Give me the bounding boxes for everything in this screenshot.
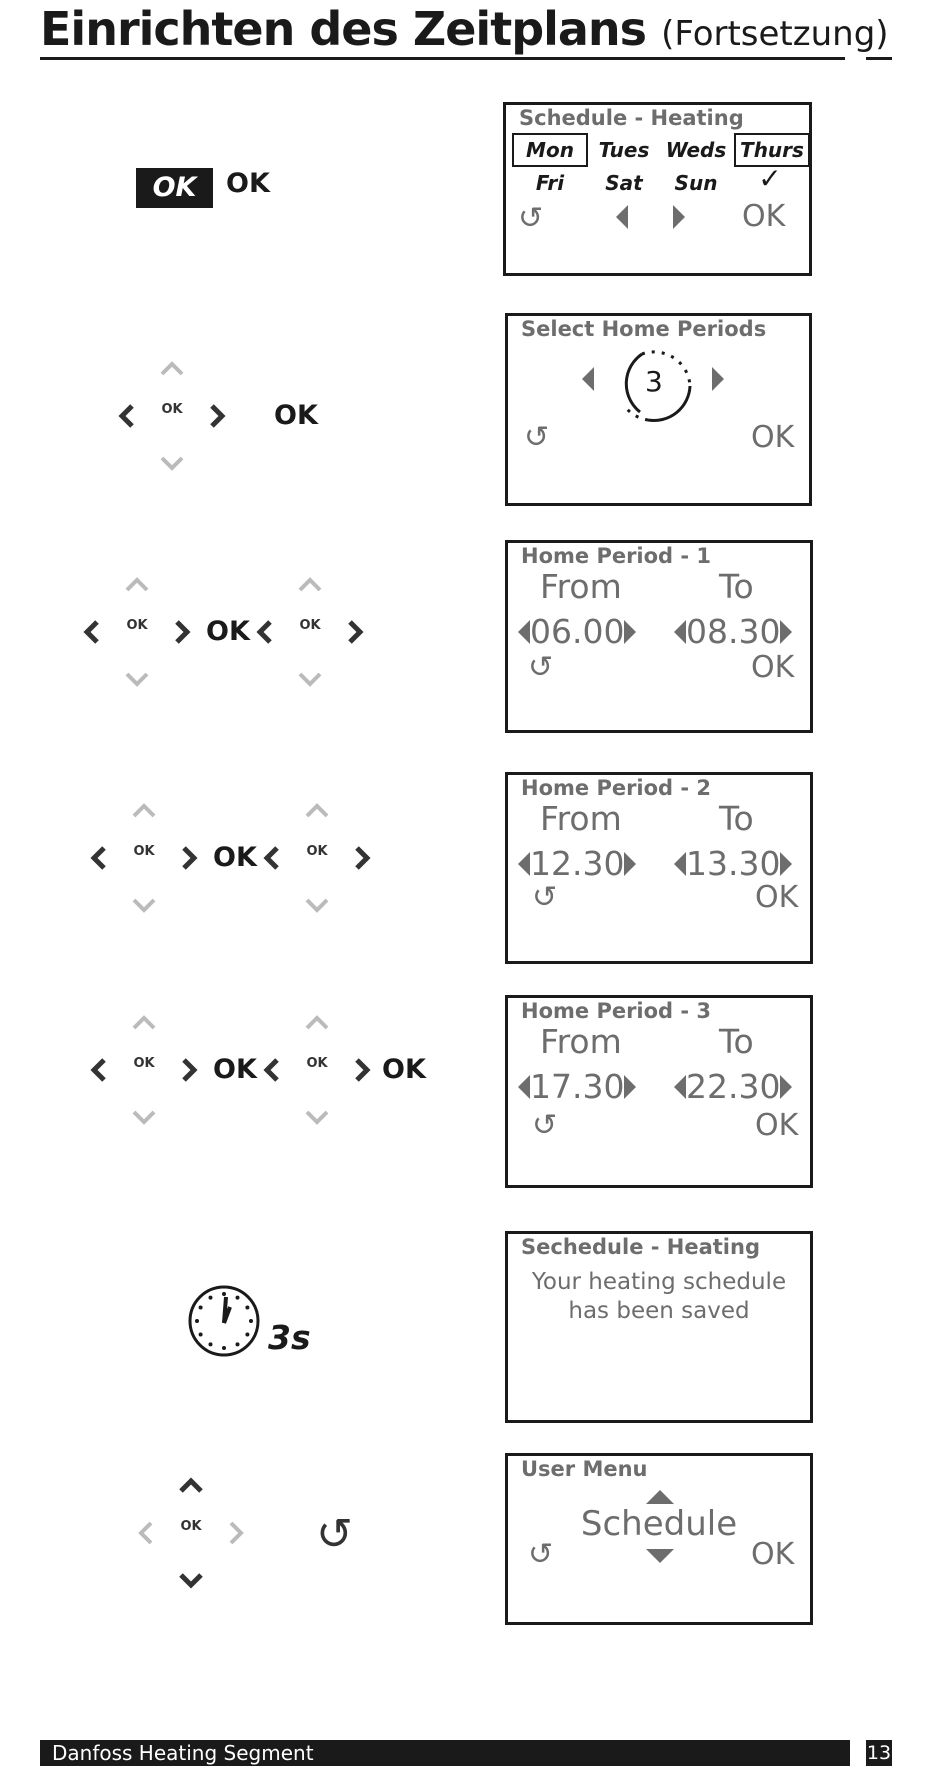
screen-home-period-1: [505, 540, 813, 733]
days-row-2: [512, 162, 802, 199]
pad-ok[interactable]: OK: [299, 618, 321, 633]
screen-ok[interactable]: OK: [751, 650, 795, 685]
to-label: To: [719, 799, 754, 838]
screen-ok[interactable]: OK: [751, 420, 795, 455]
screen-title: Select Home Periods: [521, 317, 767, 341]
ok-instruction: OK: [206, 616, 250, 647]
ok-instruction: OK: [213, 842, 257, 873]
screen-title: Home Period - 2: [521, 776, 712, 800]
title-sub: (Fortsetzung): [661, 14, 889, 54]
day-weds[interactable]: Weds: [665, 138, 727, 162]
screen-title: Home Period - 1: [521, 544, 712, 568]
up-arrow-icon: [134, 1018, 154, 1028]
nav-pad-to[interactable]: [257, 798, 377, 918]
day-sun[interactable]: Sun: [674, 171, 718, 195]
screen-title: Sechedule - Heating: [521, 1235, 760, 1259]
from-time-value: 12.30: [530, 844, 625, 883]
screen-select-home-periods: [505, 313, 812, 506]
hold-duration: 3s: [268, 1318, 311, 1357]
from-time-value: 06.00: [530, 612, 625, 651]
from-time[interactable]: [518, 842, 636, 883]
up-arrow-icon: [307, 806, 327, 816]
down-arrow-icon: [134, 900, 154, 910]
from-label: From: [540, 567, 622, 606]
header-rule-short: [866, 57, 892, 60]
screen-title: User Menu: [521, 1457, 648, 1481]
screen-ok[interactable]: OK: [751, 1537, 795, 1572]
back-button-icon[interactable]: ↺: [316, 1509, 353, 1560]
to-time[interactable]: [674, 610, 792, 651]
scroll-up-icon[interactable]: [646, 1490, 674, 1504]
to-label: To: [719, 567, 754, 606]
back-icon[interactable]: ↺: [524, 420, 550, 455]
to-label: To: [719, 1022, 754, 1061]
from-label: From: [540, 799, 622, 838]
ok-instruction: OK: [226, 168, 270, 199]
footer-brand: Danfoss Heating Segment: [40, 1740, 850, 1766]
back-icon[interactable]: ↺: [532, 880, 558, 915]
to-time-value: 22.30: [686, 1067, 781, 1106]
up-arrow-icon: [307, 1018, 327, 1028]
nav-pad-from[interactable]: [77, 572, 197, 692]
from-time[interactable]: [518, 610, 636, 651]
screen-home-period-2: [505, 772, 813, 964]
pad-ok[interactable]: OK: [133, 1056, 155, 1071]
up-arrow-icon: [181, 1481, 201, 1491]
pad-ok[interactable]: OK: [126, 618, 148, 633]
down-arrow-icon: [134, 1112, 154, 1122]
clock-icon: [186, 1283, 262, 1359]
nav-pad[interactable]: [131, 1473, 251, 1593]
nav-pad-to[interactable]: [257, 1010, 377, 1130]
back-icon[interactable]: ↺: [528, 650, 554, 685]
screen-title: Home Period - 3: [521, 999, 712, 1023]
page-title: [40, 2, 889, 56]
up-arrow-icon: [134, 806, 154, 816]
pad-ok[interactable]: OK: [161, 402, 183, 417]
screen-schedule-heating: [503, 102, 812, 276]
check-icon[interactable]: ✓: [758, 162, 782, 195]
saved-message-line2: has been saved: [568, 1298, 750, 1324]
ok-instruction-final: OK: [382, 1054, 426, 1085]
scroll-down-icon[interactable]: [646, 1549, 674, 1563]
ok-instruction: OK: [213, 1054, 257, 1085]
title-main: Einrichten des Zeitplans: [40, 2, 647, 56]
to-time-value: 08.30: [686, 612, 781, 651]
to-time[interactable]: [674, 1065, 792, 1106]
nav-pad-from[interactable]: [84, 798, 204, 918]
saved-message-line1: Your heating schedule: [531, 1269, 787, 1295]
back-icon[interactable]: ↺: [532, 1108, 558, 1143]
pad-ok[interactable]: OK: [306, 1056, 328, 1071]
down-arrow-icon: [307, 900, 327, 910]
back-icon[interactable]: ↺: [528, 1537, 554, 1572]
day-thurs[interactable]: Thurs: [734, 133, 810, 167]
down-arrow-icon: [127, 674, 147, 684]
from-label: From: [540, 1022, 622, 1061]
nav-pad[interactable]: [112, 356, 232, 476]
right-arrow-icon[interactable]: [712, 367, 724, 391]
screen-ok[interactable]: OK: [755, 880, 799, 915]
ok-instruction: OK: [274, 400, 318, 431]
day-sat[interactable]: Sat: [605, 171, 643, 195]
to-time[interactable]: [674, 842, 792, 883]
screen-home-period-3: [505, 995, 813, 1188]
pad-ok[interactable]: OK: [133, 844, 155, 859]
right-arrow-icon[interactable]: [673, 205, 685, 229]
period-count: 3: [645, 365, 663, 398]
menu-item[interactable]: Schedule: [580, 1504, 738, 1544]
pad-ok[interactable]: OK: [306, 844, 328, 859]
day-tues[interactable]: Tues: [598, 138, 650, 162]
pad-ok[interactable]: OK: [180, 1519, 202, 1534]
back-icon[interactable]: ↺: [518, 201, 544, 236]
to-time-value: 13.30: [686, 844, 781, 883]
ok-button-icon: OK: [136, 168, 213, 208]
page-number: 13: [866, 1742, 892, 1764]
down-arrow-icon: [162, 458, 182, 468]
up-arrow-icon: [127, 580, 147, 590]
left-arrow-icon[interactable]: [616, 205, 628, 229]
day-fri[interactable]: Fri: [535, 171, 565, 195]
day-mon[interactable]: Mon: [512, 133, 588, 167]
nav-pad-from[interactable]: [84, 1010, 204, 1130]
screen-title: Schedule - Heating: [519, 106, 744, 130]
down-arrow-icon: [300, 674, 320, 684]
down-arrow-icon: [181, 1575, 201, 1585]
nav-pad-to[interactable]: [250, 572, 370, 692]
from-time-value: 17.30: [530, 1067, 625, 1106]
from-time[interactable]: [518, 1065, 636, 1106]
screen-schedule-saved: [505, 1231, 813, 1423]
up-arrow-icon: [300, 580, 320, 590]
header-rule: [40, 57, 845, 60]
screen-ok[interactable]: OK: [755, 1108, 799, 1143]
screen-user-menu: [505, 1453, 813, 1625]
up-arrow-icon: [162, 364, 182, 374]
screen-ok[interactable]: OK: [742, 199, 786, 234]
down-arrow-icon: [307, 1112, 327, 1122]
left-arrow-icon[interactable]: [582, 367, 594, 391]
